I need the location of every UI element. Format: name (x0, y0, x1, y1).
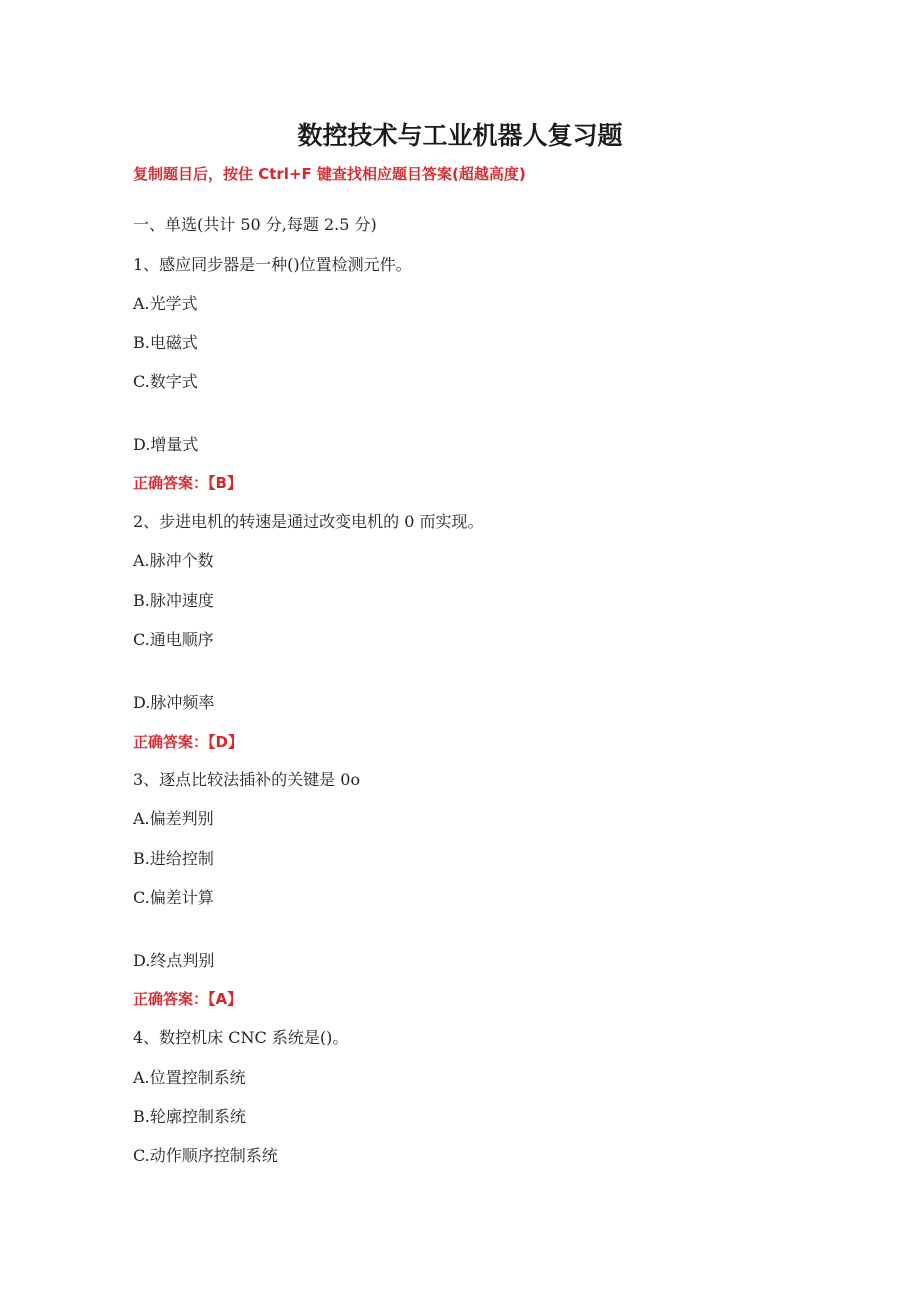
question-option: A.光学式 (133, 294, 198, 313)
document-title: 数控技术与工业机器人复习题 (297, 121, 623, 150)
answer-value: 【B】 (208, 474, 242, 492)
question-stem: 4、数控机床 CNC 系统是()。 (133, 1028, 349, 1047)
question-stem: 2、步进电机的转速是通过改变电机的 0 而实现。 (133, 512, 484, 531)
question-option: D.终点判别 (133, 951, 215, 970)
question-option: C.动作顺序控制系统 (133, 1146, 278, 1165)
question-option: B.进给控制 (133, 849, 214, 868)
question-option: A.偏差判别 (133, 809, 214, 828)
question-stem: 1、感应同步器是一种()位置检测元件。 (133, 255, 412, 274)
question-option: D.脉冲频率 (133, 693, 215, 712)
question-option: B.脉冲速度 (133, 591, 214, 610)
question-option: A.脉冲个数 (133, 551, 214, 570)
question-option: D.增量式 (133, 435, 199, 454)
question-option: C.通电顺序 (133, 630, 214, 649)
question-option: B.轮廓控制系统 (133, 1107, 246, 1126)
answer-value: 【A】 (208, 990, 243, 1008)
correct-answer (133, 471, 242, 495)
correct-answer (133, 730, 243, 754)
search-hint: 复制题目后，按住 Ctrl+F 键查找相应题目答案(超越高度) (133, 165, 526, 183)
answer-prefix: 正确答案： (133, 990, 209, 1008)
question-stem: 3、逐点比较法插补的关键是 0o (133, 770, 361, 789)
section-heading: 一、单选(共计 50 分,每题 2.5 分) (133, 215, 377, 234)
question-option: A.位置控制系统 (133, 1068, 246, 1087)
question-option: B.电磁式 (133, 333, 198, 352)
answer-value: 【D】 (208, 733, 243, 751)
answer-prefix: 正确答案： (133, 733, 209, 751)
question-option: C.偏差计算 (133, 888, 214, 907)
question-option: C.数字式 (133, 372, 198, 391)
answer-prefix: 正确答案： (133, 474, 209, 492)
correct-answer (133, 987, 242, 1011)
